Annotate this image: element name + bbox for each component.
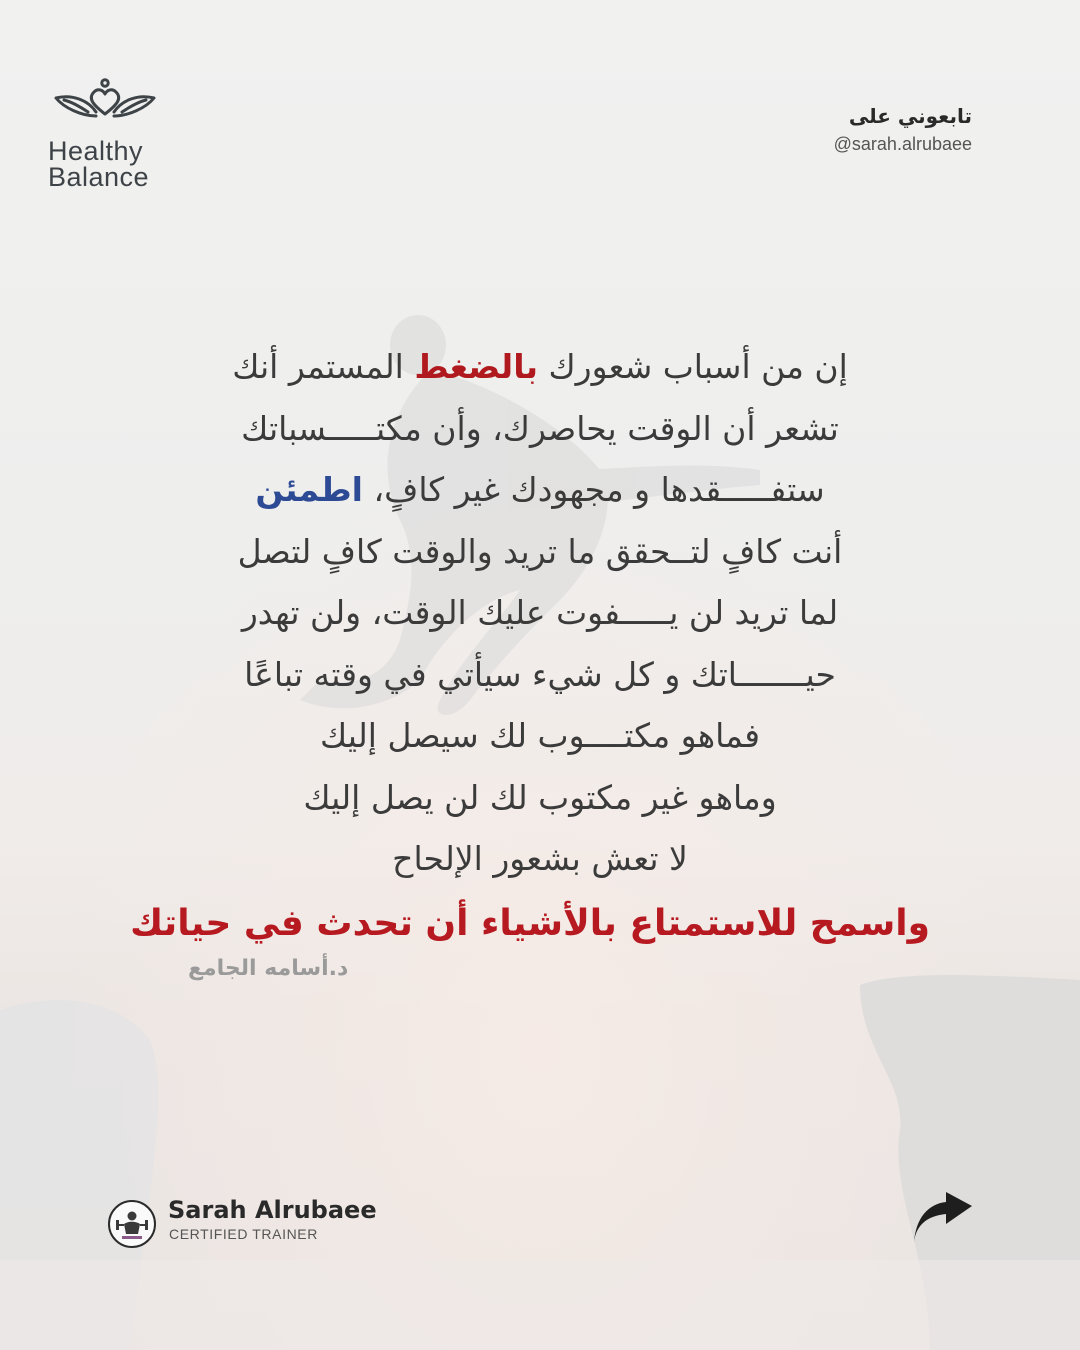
quote-line-9: لا تعش بشعور الإلحاح	[392, 839, 688, 878]
quote-line-1-end: المستمر أنك	[232, 347, 415, 386]
quote-line-7: فماهو مكتــــوب لك سيصل إليك	[319, 716, 761, 755]
social-handle[interactable]: @sarah.alrubaee	[833, 134, 972, 154]
quote-line-6: حيـــــــاتك و كل شيء سيأتي في وقته تباعًا	[244, 654, 836, 694]
quote-text	[130, 336, 930, 956]
brand-name-line1: Healthy	[48, 136, 144, 166]
trainer-title: CERTIFIED TRAINER	[169, 1226, 318, 1242]
quote-line-1-start: إن من أسباب شعورك	[537, 347, 848, 386]
follow-info	[834, 104, 972, 155]
quote-line-8: وماهو غير مكتوب لك لن يصل إليك	[303, 777, 777, 817]
follow-label: تابعوني على	[848, 104, 972, 128]
quote-line-2: تشعر أن الوقت يحاصرك، وأن مكتـــــسباتك	[241, 408, 839, 448]
trainer-name: Sarah Alrubaee	[168, 1196, 377, 1224]
share-arrow-icon	[910, 1190, 976, 1246]
quote-line-3	[150, 459, 930, 521]
quote-line-5: لما تريد لن يـــــفوت عليك الوقت، ولن تهدر	[241, 593, 839, 632]
highlight-reassure: اطمئن	[255, 470, 363, 509]
brand-logo	[46, 78, 176, 198]
quote-author: د.أسامه الجامع	[188, 956, 349, 981]
quote-line-3-start: ستفـــــقدها و مجهودك غير كافٍ،	[363, 470, 825, 509]
share-button[interactable]	[910, 1190, 976, 1246]
quote-line-4: أنت كافٍ لتــحقق ما تريد والوقت كافٍ لتصل	[237, 531, 843, 571]
brand-name-line2: Balance	[48, 162, 150, 192]
trainer-avatar-icon	[108, 1200, 156, 1248]
lotus-heart-icon	[52, 78, 158, 128]
quote-conclusion: واسمح للاستمتاع بالأشياء أن تحدث في حياتك	[130, 902, 930, 944]
highlight-pressure: بالضغط	[414, 347, 538, 386]
quote-line-1	[150, 336, 930, 398]
